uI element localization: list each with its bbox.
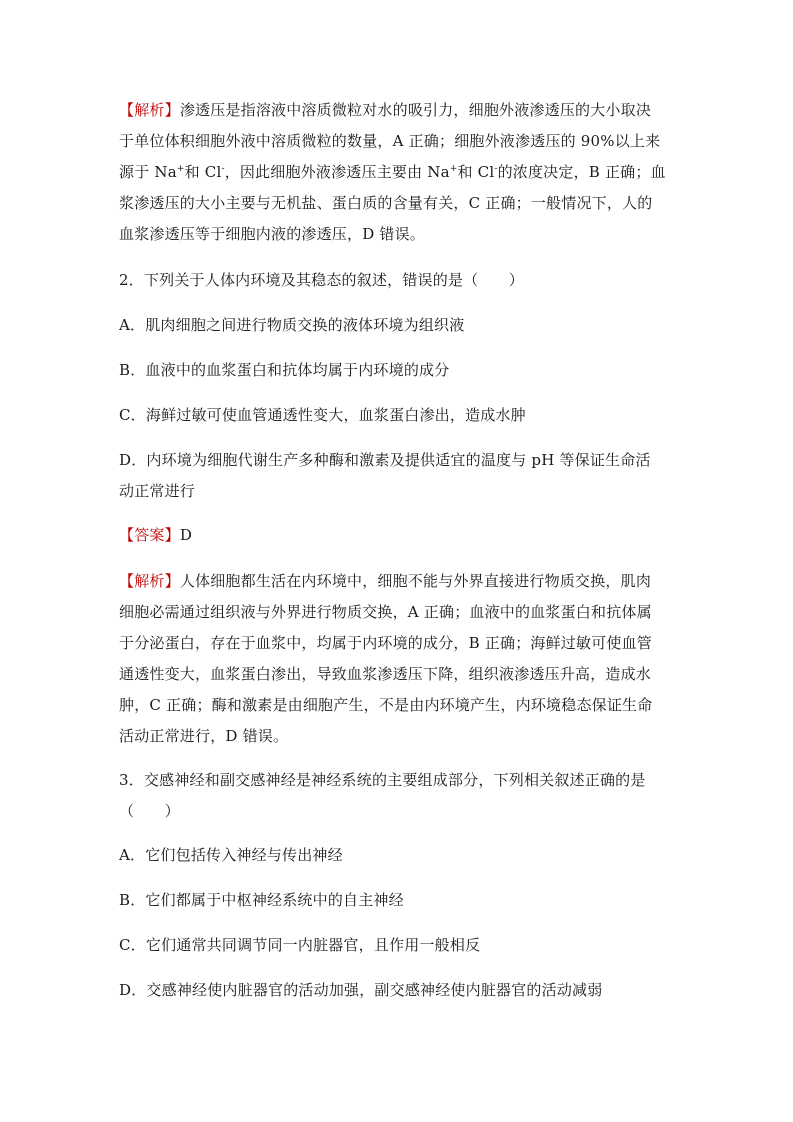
question-3-option-c: C．它们通常共同调节同一内脏器官，且作用一般相反 (119, 936, 481, 954)
question-3-stem: 3．交感神经和副交感神经是神经系统的主要组成部分，下列相关叙述正确的是 （ ） (119, 771, 646, 820)
answer-value: D (179, 526, 193, 544)
question-2-answer (119, 520, 681, 551)
analysis-q1-line-2: 于单位体积细胞外液中溶质微粒的数量，A 正确；细胞外液渗透压的 90%以上来 (119, 132, 661, 150)
analysis-q1-line-3: 源于 Na+和 Cl-，因此细胞外液渗透压主要由 Na+和 Cl-的浓度决定，B 正确；血 (119, 163, 666, 181)
question-2-option-a: A．肌肉细胞之间进行物质交换的液体环境为组织液 (119, 316, 465, 334)
analysis-tag: 【解析】 (119, 572, 180, 590)
question-3-option-d: D．交感神经使内脏器官的活动加强，副交感神经使内脏器官的活动减弱 (119, 981, 603, 999)
question-2-option-b: B．血液中的血浆蛋白和抗体均属于内环境的成分 (119, 361, 450, 379)
question-2-option-c: C．海鲜过敏可使血管通透性变大，血浆蛋白渗出，造成水肿 (119, 406, 526, 424)
question-3-option-a: A．它们包括传入神经与传出神经 (119, 846, 343, 864)
question-2-stem: 2．下列关于人体内环境及其稳态的叙述，错误的是（ ） (119, 271, 524, 289)
analysis-q1 (119, 95, 681, 250)
analysis-q1-line-4: 浆渗透压的大小主要与无机盐、蛋白质的含量有关，C 正确；一般情况下，人的 (119, 194, 653, 212)
question-3-option-b: B．它们都属于中枢神经系统中的自主神经 (119, 891, 404, 909)
analysis-q1-line-5: 血浆渗透压等于细胞内液的渗透压，D 错误。 (119, 225, 425, 243)
answer-tag: 【答案】 (119, 526, 180, 544)
question-2-option-d: D．内环境为细胞代谢生产多种酶和激素及提供适宜的温度与 pH 等保证生命活 动正常进行 (119, 451, 651, 500)
analysis-q2: 【解析】人体细胞都生活在内环境中，细胞不能与外界直接进行物质交换，肌肉 细胞必需通过组织液与外界进行物质交换，A 正确；血液中的血浆蛋白和抗体属 于分泌蛋白，存在于血浆中，均属于内环境的成分，B 正确；海鲜过敏可使血管 通透性变大，血浆蛋白渗出，导致血浆渗透压下降，组织液渗透压升高，造成水 肿，C 正确；酶和激素是由细胞产生，不是由内环境产生，内环境稳态保证生命 活动正常进行，D 错误。 (119, 572, 653, 745)
analysis-tag: 【解析】 (119, 101, 180, 119)
analysis-q1-line-1: 【解析】渗透压是指溶液中溶质微粒对水的吸引力，细胞外液渗透压的大小取决 (119, 101, 652, 119)
